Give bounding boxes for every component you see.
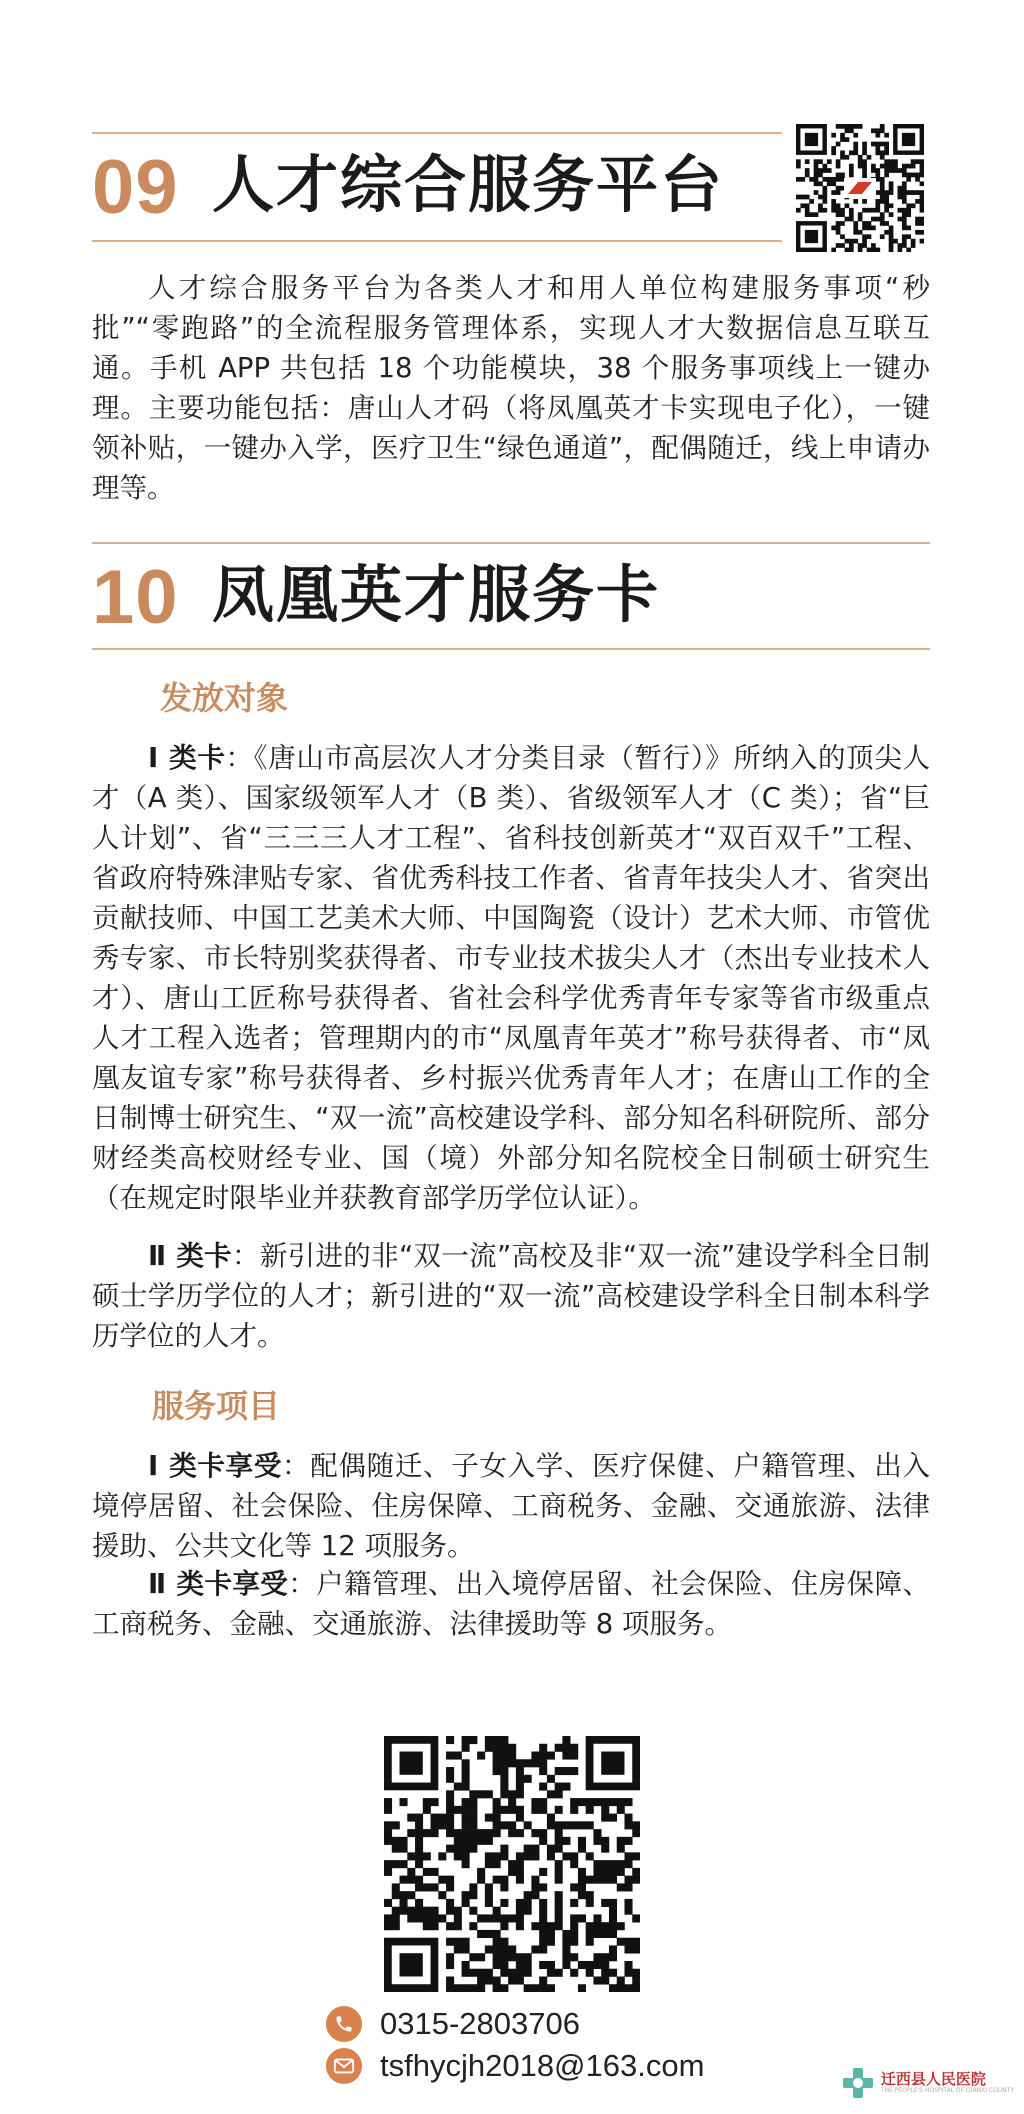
section09-top-rule <box>92 132 782 134</box>
phone-row <box>326 2004 580 2044</box>
hospital-logo <box>841 2066 1014 2100</box>
section09-bottom-rule <box>92 240 782 242</box>
section10-number: 10 <box>92 555 179 640</box>
logo-subtext: THE PEOPLE'S HOSPITAL OF QIANXI COUNTY <box>880 2087 1014 2095</box>
svc1-paragraph <box>92 1446 930 1566</box>
section10-title: 凤凰英才服务卡 <box>212 558 661 631</box>
section09-body: 人才综合服务平台为各类人才和用人单位构建服务事项“秒批”“零跑路”的全流程服务管理体系，实现人才大数据信息互联互通。手机 APP 共包括 18 个功能模块，38 个服务事项线上一键办理。主要功能包括：唐山人才码（将凤凰英才卡实现电子化），一键领补贴，一键办入学，医疗卫生“绿色通道”，配偶随迁，线上申请办理等。 <box>92 272 930 504</box>
email-address: tsfhycjh2018@163.com <box>380 2048 705 2083</box>
svc1-text: ：配偶随迁、子女入学、医疗保健、户籍管理、出入境停居留、社会保险、住房保障、工商税务、金融、交通旅游、法律援助、公共文化等 12 项服务。 <box>92 1450 930 1562</box>
class1-label: Ⅰ 类卡 <box>148 742 226 774</box>
svc2-paragraph <box>92 1564 930 1644</box>
phone-number: 0315-2803706 <box>380 2006 580 2041</box>
class2-paragraph <box>92 1236 930 1356</box>
section10-top-rule <box>92 542 930 544</box>
email-row <box>326 2046 704 2086</box>
class1-paragraph <box>92 738 930 1218</box>
class1-text: ：《唐山市高层次人才分类目录（暂行）》所纳入的顶尖人才（A 类）、国家级领军人才（B 类）、省级领军人才（C 类）；省“巨人计划”、省“三三三人才工程”、省科技创新英才“双百双千”工程、省政府特殊津贴专家、省优秀科技工作者、省青年技尖人才、省突出贡献技师、中国工艺美术大师、中国陶瓷（设计）艺术大师、市管优秀专家、市长特别奖获得者、市专业技术拔尖人才（杰出专业技术人才）、唐山工匠称号获得者、省社会科学优秀青年专家等省市级重点人才工程入选者；管理期内的市“凤凰青年英才”称号获得者、市“凤凰友谊专家”称号获得者、乡村振兴优秀青年人才；在唐山工作的全日制博士研究生、“双一流”高校建设学科、部分知名科研院所、部分财经类高校财经专业、国（境）外部分知名院校全日制硕士研究生（在规定时限毕业并获教育部学历学位认证）。 <box>92 742 931 1214</box>
hospital-cross-icon <box>841 2066 875 2100</box>
section09-title: 人才综合服务平台 <box>212 148 725 221</box>
svc2-text: ：户籍管理、出入境停居留、社会保险、住房保障、工商税务、金融、交通旅游、法律援助等 8 项服务。 <box>92 1568 930 1640</box>
svc1-label: Ⅰ 类卡享受 <box>148 1450 283 1482</box>
issue-heading: 发放对象 <box>160 679 289 717</box>
svc2-label: Ⅱ 类卡享受 <box>148 1568 289 1600</box>
contact-qr-code <box>384 1736 640 1992</box>
section10-bottom-rule <box>92 648 930 650</box>
section09-number: 09 <box>92 145 179 230</box>
service-heading: 服务项目 <box>152 1387 281 1425</box>
class2-text: ：新引进的非“双一流”高校及非“双一流”建设学科全日制硕士学历学位的人才；新引进的“双一流”高校建设学科全日制本科学历学位的人才。 <box>92 1240 930 1352</box>
class2-label: Ⅱ 类卡 <box>148 1240 232 1272</box>
section09-qr-code <box>796 124 924 252</box>
phone-icon <box>326 2006 362 2042</box>
logo-text: 迁西县人民医院 <box>880 2069 986 2088</box>
mail-icon <box>326 2048 362 2084</box>
